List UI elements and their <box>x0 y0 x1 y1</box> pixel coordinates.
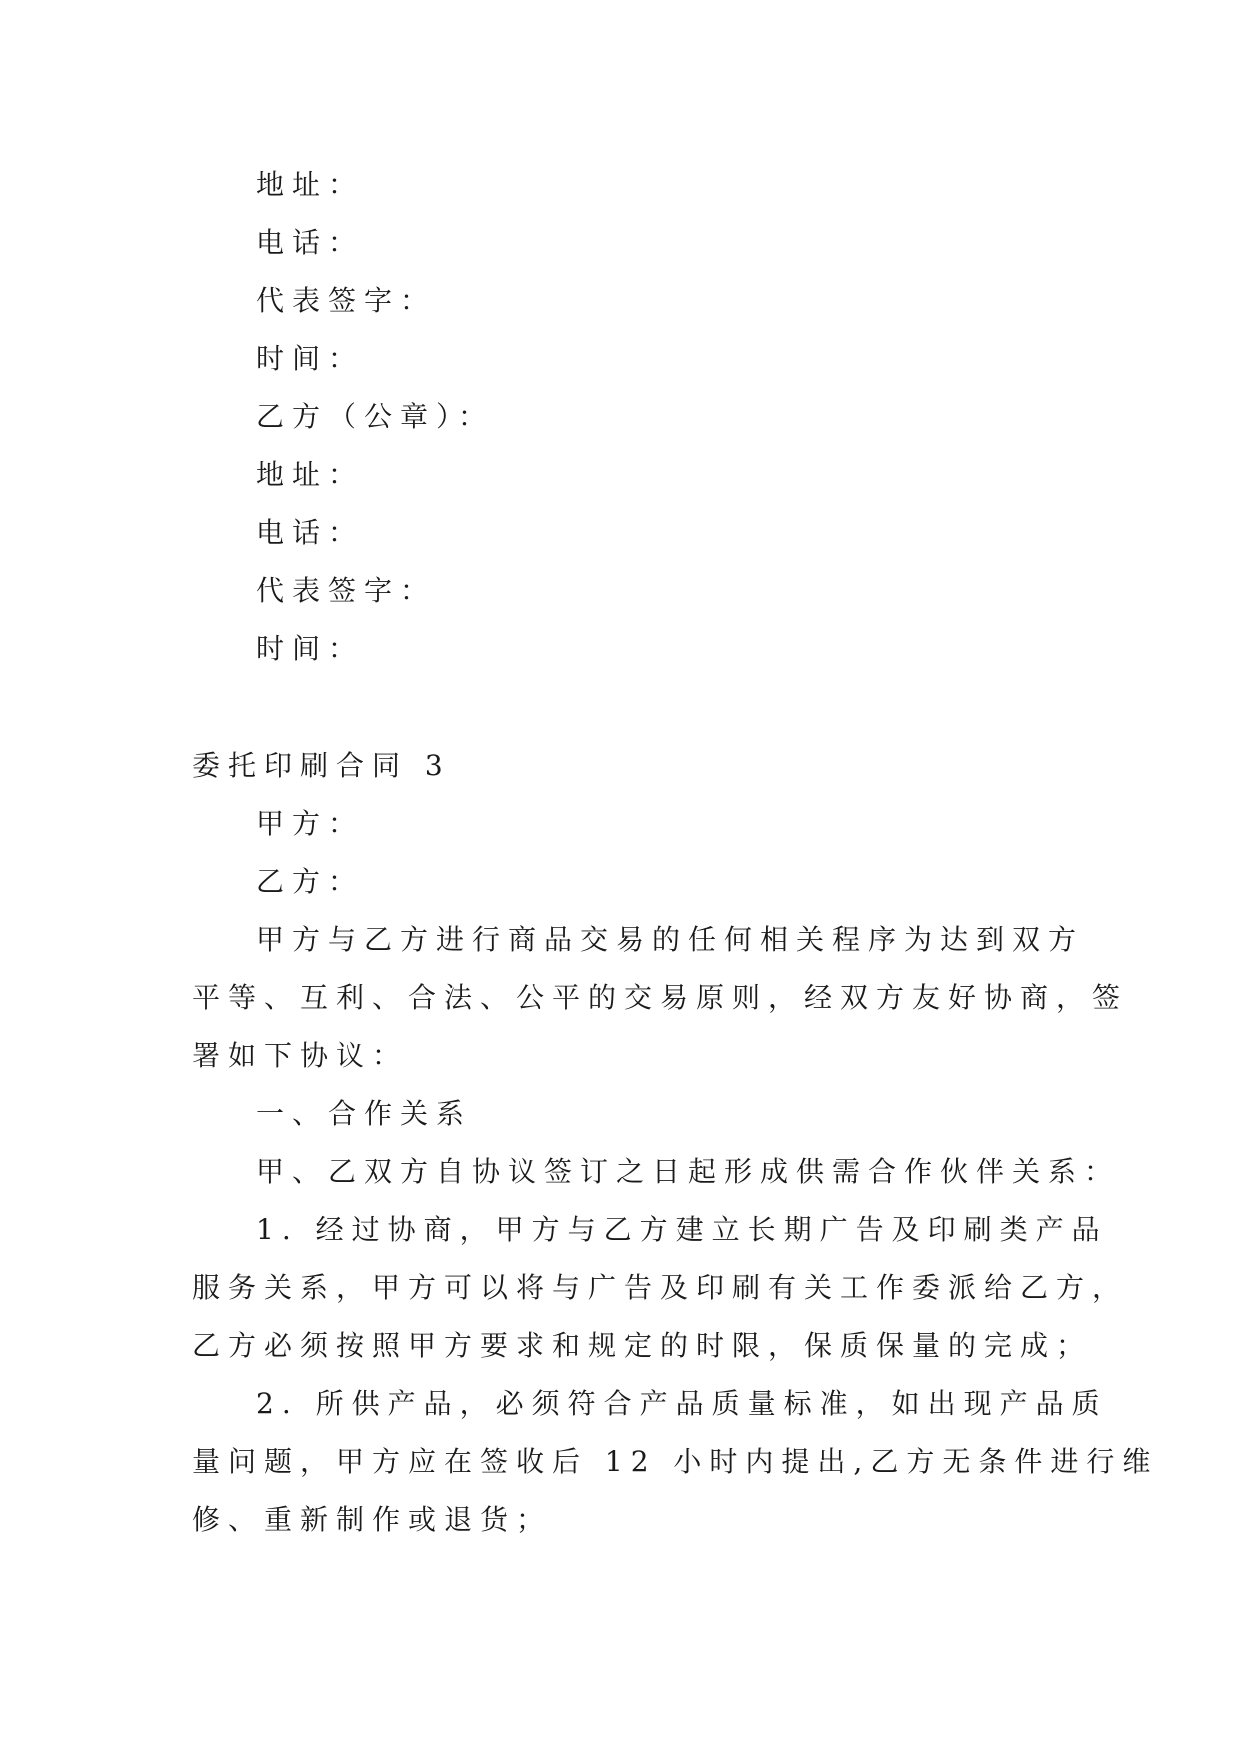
party-a-label: 甲方： <box>256 807 365 840</box>
party-b-seal-label: 乙方（公章）： <box>256 400 495 433</box>
party-a-phone-label: 电话： <box>256 226 365 259</box>
intro-line-3: 署如下协议： <box>192 1039 409 1072</box>
intro-line-1: 甲方与乙方进行商品交易的任何相关程序为达到双方 <box>256 923 1085 956</box>
party-b-label: 乙方： <box>256 865 365 898</box>
party-b-phone-label: 电话： <box>256 516 365 549</box>
section-text-cooperation: 甲、乙双方自协议签订之日起形成供需合作伙伴关系： <box>256 1155 1121 1188</box>
contract-title: 委托印刷合同 3 <box>192 749 451 782</box>
clause-1-line-3: 乙方必须按照甲方要求和规定的时限，保质保量的完成； <box>192 1329 1093 1362</box>
clause-2-line-3: 修、重新制作或退货； <box>192 1503 553 1536</box>
clause-1-line-1: 1. 经过协商，甲方与乙方建立长期广告及印刷类产品 <box>256 1213 1108 1246</box>
clause-2-line-2: 量问题，甲方应在签收后 12 小时内提出,乙方无条件进行维 <box>192 1445 1159 1478</box>
party-b-rep-sign-label: 代表签字： <box>256 574 437 607</box>
clause-1-line-2: 服务关系，甲方可以将与广告及印刷有关工作委派给乙方， <box>192 1271 1129 1304</box>
party-b-time-label: 时间： <box>256 632 365 665</box>
section-heading-cooperation: 一、合作关系 <box>256 1097 473 1130</box>
clause-2-line-1: 2. 所供产品，必须符合产品质量标准，如出现产品质 <box>256 1387 1108 1420</box>
party-a-time-label: 时间： <box>256 342 365 375</box>
intro-line-2: 平等、互利、合法、公平的交易原则，经双方友好协商，签 <box>192 981 1129 1014</box>
party-a-address-label: 地址： <box>256 168 365 201</box>
party-a-rep-sign-label: 代表签字： <box>256 284 437 317</box>
party-b-address-label: 地址： <box>256 458 365 491</box>
